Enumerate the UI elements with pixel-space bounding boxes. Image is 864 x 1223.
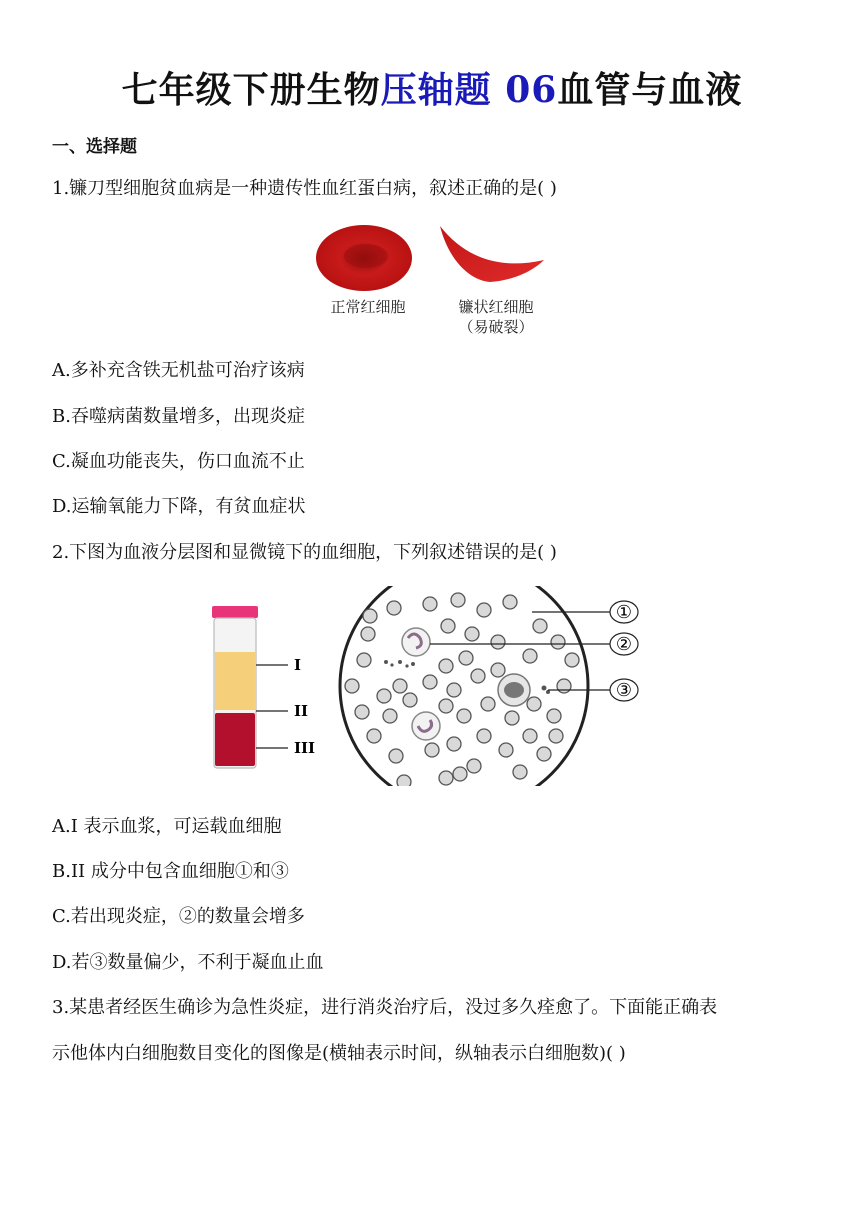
red-blood-cell	[503, 595, 517, 609]
white-blood-cell-2	[412, 712, 440, 740]
normal-rbc-label: 正常红细胞	[330, 298, 406, 316]
red-blood-cell	[477, 729, 491, 743]
layer-label-2: II	[294, 702, 309, 720]
plasma-layer	[215, 652, 255, 710]
red-blood-cell	[403, 693, 417, 707]
red-blood-cell	[393, 679, 407, 693]
red-blood-cell	[505, 711, 519, 725]
red-blood-cell	[471, 669, 485, 683]
red-blood-cell	[491, 635, 505, 649]
red-blood-cell	[551, 635, 565, 649]
red-blood-cell	[457, 709, 471, 723]
red-blood-cell	[477, 603, 491, 617]
title-part2: 压轴题 06	[380, 69, 558, 111]
red-blood-cell	[439, 659, 453, 673]
section-heading: 一、选择题	[52, 137, 137, 157]
q1-option-c: C.凝血功能丧失，伤口血流不止	[52, 451, 305, 472]
sickle-rbc-note: （易破裂）	[458, 318, 534, 336]
layer-label-3: III	[294, 739, 316, 757]
red-blood-cell	[355, 705, 369, 719]
red-blood-cell	[467, 759, 481, 773]
page-title	[0, 62, 864, 113]
white-blood-cell-3	[498, 674, 530, 706]
red-blood-cell	[345, 679, 359, 693]
red-blood-cell	[465, 627, 479, 641]
normal-rbc-icon	[316, 225, 412, 291]
title-part1: 七年级下册生物	[121, 69, 381, 111]
red-blood-cell	[537, 747, 551, 761]
title-part3: 血管与血液	[557, 69, 743, 111]
red-blood-cell	[459, 651, 473, 665]
red-blood-cell	[397, 775, 411, 786]
q2-option-d: D.若③数量偏少，不利于凝血止血	[52, 952, 324, 973]
red-blood-cell	[361, 627, 375, 641]
red-blood-cell	[363, 609, 377, 623]
red-blood-cell	[549, 729, 563, 743]
red-blood-cell	[481, 697, 495, 711]
q3-line1: 3.某患者经医生确诊为急性炎症，进行消炎治疗后，没过多久痊愈了。下面能正确表	[52, 997, 718, 1018]
q2-microscope-figure	[334, 586, 654, 786]
red-blood-cell	[389, 749, 403, 763]
q1-option-d: D.运输氧能力下降，有贫血症状	[52, 496, 306, 517]
red-blood-cell	[557, 679, 571, 693]
red-blood-cell	[423, 597, 437, 611]
red-blood-cell	[523, 729, 537, 743]
marker-3: ③	[615, 680, 633, 701]
red-blood-cell	[439, 699, 453, 713]
red-blood-cell	[441, 619, 455, 633]
red-blood-cell	[499, 743, 513, 757]
q1-option-b: B.吞噬病菌数量增多，出现炎症	[52, 406, 305, 427]
red-blood-cell	[357, 653, 371, 667]
q2-blood-tube-figure	[196, 600, 326, 776]
buffy-coat-layer	[215, 710, 255, 713]
q2-option-a: A.I 表示血浆，可运载血细胞	[52, 816, 282, 837]
red-blood-cell	[439, 771, 453, 785]
red-blood-cell	[383, 709, 397, 723]
red-blood-cell	[523, 649, 537, 663]
red-blood-cell	[491, 663, 505, 677]
red-blood-cell	[513, 765, 527, 779]
red-blood-cell	[527, 697, 541, 711]
red-blood-cell	[547, 709, 561, 723]
rbc-layer	[215, 713, 255, 766]
red-blood-cell	[447, 683, 461, 697]
marker-1: ①	[615, 602, 633, 623]
red-blood-cell	[423, 675, 437, 689]
q2-option-c: C.若出现炎症，②的数量会增多	[52, 906, 305, 927]
q1-option-a: A.多补充含铁无机盐可治疗该病	[52, 360, 305, 381]
red-blood-cell	[367, 729, 381, 743]
red-blood-cell	[425, 743, 439, 757]
q1-figure	[300, 218, 560, 302]
white-blood-cell-1	[402, 628, 430, 656]
red-blood-cell	[533, 619, 547, 633]
layer-label-1: I	[294, 656, 302, 674]
marker-2: ②	[615, 634, 633, 655]
q1-stem: 1.镰刀型细胞贫血病是一种遗传性血红蛋白病，叙述正确的是( )	[52, 178, 557, 199]
red-blood-cell	[447, 737, 461, 751]
red-blood-cell	[565, 653, 579, 667]
q2-stem: 2.下图为血液分层图和显微镜下的血细胞，下列叙述错误的是( )	[52, 542, 557, 563]
q2-option-b: B.II 成分中包含血细胞①和③	[52, 861, 289, 882]
red-blood-cell	[387, 601, 401, 615]
tube-cap	[212, 606, 258, 618]
q3-line2: 示他体内白细胞数目变化的图像是(横轴表示时间，纵轴表示白细胞数)( )	[52, 1043, 626, 1064]
red-blood-cell	[453, 767, 467, 781]
sickle-rbc-label: 镰状红细胞	[458, 298, 534, 316]
red-blood-cell	[377, 689, 391, 703]
red-blood-cell	[451, 593, 465, 607]
sickle-rbc-icon	[440, 226, 544, 282]
